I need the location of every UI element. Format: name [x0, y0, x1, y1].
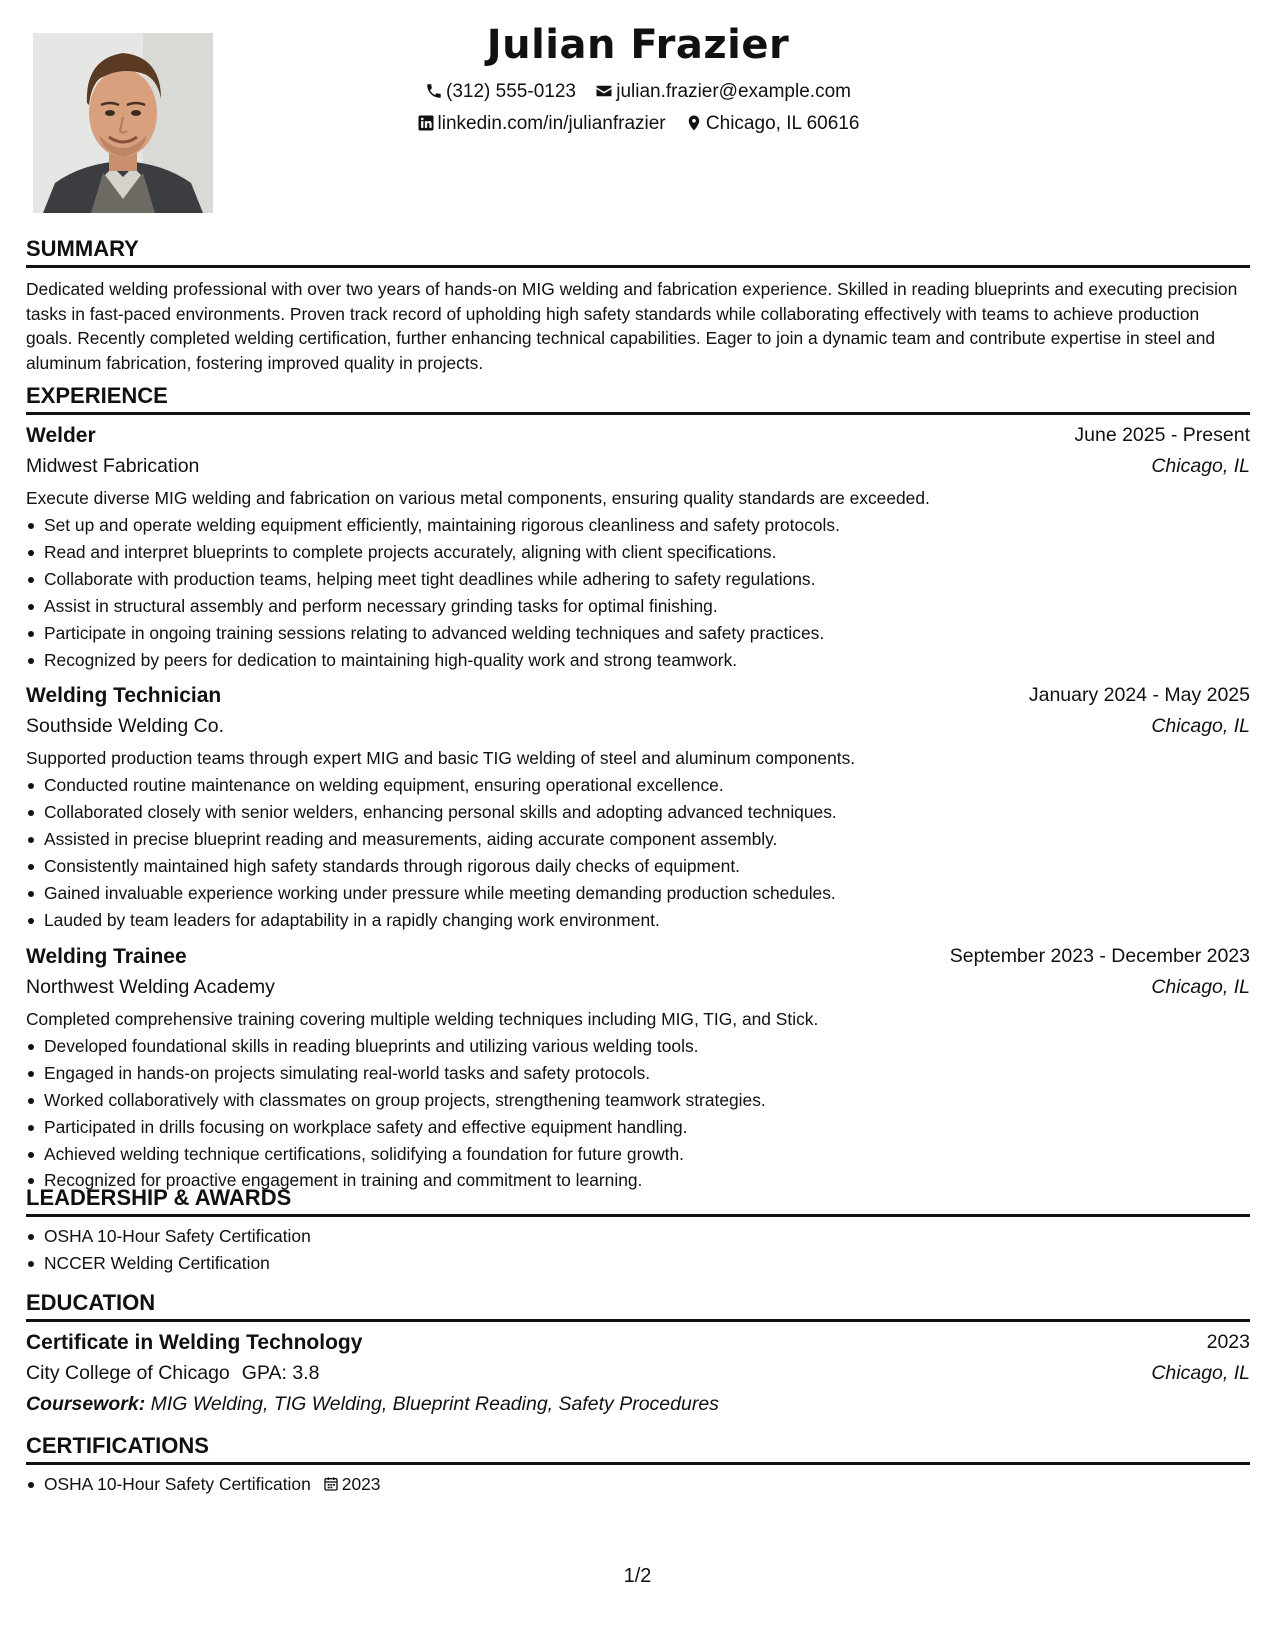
list-item: Assist in structural assembly and perform necessary grinding tasks for optimal finishing.: [26, 593, 1250, 620]
coursework-label: Coursework:: [26, 1393, 146, 1415]
phone-icon: [425, 82, 443, 100]
job-description: Completed comprehensive training covering multiple welding techniques including MIG, TIG, and Stick.: [26, 1008, 819, 1029]
list-item: Participate in ongoing training sessions relating to advanced welding techniques and safety practices.: [26, 620, 1250, 647]
job-title: Welder: [26, 424, 96, 447]
list-item: Conducted routine maintenance on welding equipment, ensuring operational excellence.: [26, 772, 1250, 799]
job-bullets: [26, 1033, 1250, 1194]
summary-text: Dedicated welding professional with over two years of hands-on MIG welding and fabrication experience. Skilled in reading blueprints and executing precision tasks in fast-paced environments. Proven track record of upholding high safety standards while collaborating effectively with teams to achieve production goals. Recently completed welding certification, further enhancing technical capabilities. Eager to join a dynamic team and contribute expertise in steel and aluminum fabrication, fostering improved quality in projects.: [26, 279, 1238, 373]
page-number: 1/2: [623, 1565, 652, 1587]
job-bullets: [26, 512, 1250, 673]
job-bullets: [26, 772, 1250, 933]
job-title: Welding Trainee: [26, 944, 187, 968]
list-item: Engaged in hands-on projects simulating real-world tasks and safety protocols.: [26, 1060, 1250, 1087]
contact-line-2: [26, 113, 1250, 135]
list-item: Developed foundational skills in reading blueprints and utilizing various welding tools.: [26, 1033, 1250, 1060]
section-divider: [26, 1462, 1250, 1465]
company-name: Midwest Fabrication: [26, 455, 200, 477]
envelope-icon: [595, 82, 613, 100]
certification-list: [26, 1471, 1250, 1498]
job-dates: September 2023 - December 2023: [949, 944, 1250, 967]
job-title: Welding Technician: [26, 684, 222, 708]
experience-section: [26, 382, 1250, 1194]
section-title: EDUCATION: [26, 1290, 156, 1315]
job-dates: January 2024 - May 2025: [1028, 684, 1250, 707]
section-title: CERTIFICATIONS: [26, 1433, 209, 1458]
location-contact: [685, 113, 860, 135]
gpa: GPA: 3.8: [241, 1362, 320, 1384]
job-description: Execute diverse MIG welding and fabrication on various metal components, ensuring quality standards are exceeded.: [26, 488, 930, 508]
list-item: Recognized by peers for dedication to maintaining high-quality work and strong teamwork.: [26, 647, 1250, 674]
phone-contact[interactable]: [425, 81, 576, 103]
section-title: SUMMARY: [26, 236, 139, 261]
experience-entry: [26, 680, 1250, 933]
contact-line-1: [26, 81, 1250, 103]
section-divider: [26, 265, 1250, 268]
job-dates: June 2025 - Present: [1074, 424, 1250, 446]
map-pin-icon: [685, 114, 703, 132]
email-text: julian.frazier@example.com: [616, 81, 851, 102]
list-item: Consistently maintained high safety standards through rigorous daily checks of equipment.: [26, 853, 1250, 880]
resume-page: [26, 0, 1250, 1650]
section-divider: [26, 412, 1250, 415]
section-title: EXPERIENCE: [26, 383, 168, 408]
list-item: Recognized for proactive engagement in training and commitment to learning.: [26, 1167, 1250, 1194]
list-item: NCCER Welding Certification: [26, 1250, 1250, 1277]
list-item: Achieved welding technique certifications, solidifying a foundation for future growth.: [26, 1141, 1250, 1168]
list-item: Read and interpret blueprints to complete projects accurately, aligning with client specifications.: [26, 539, 1250, 566]
linkedin-contact[interactable]: [417, 113, 666, 135]
list-item: Lauded by team leaders for adaptability in a rapidly changing work environment.: [26, 907, 1250, 934]
education-entry: [26, 1327, 1250, 1419]
list-item: Collaborated closely with senior welders, enhancing personal skills and adopting advanced techniques.: [26, 799, 1250, 826]
list-item: [26, 1471, 1250, 1498]
location-text: Chicago, IL 60616: [705, 113, 860, 134]
list-item: Participated in drills focusing on workplace safety and effective equipment handling.: [26, 1114, 1250, 1141]
job-location: Chicago, IL: [1151, 455, 1250, 477]
experience-entry: [26, 941, 1250, 1194]
list-item: OSHA 10-Hour Safety Certification: [26, 1223, 1250, 1250]
list-item: Set up and operate welding equipment efficiently, maintaining rigorous cleanliness and safety protocols.: [26, 512, 1250, 539]
list-item: Worked collaboratively with classmates on group projects, strengthening teamwork strategies.: [26, 1087, 1250, 1114]
section-divider: [26, 1319, 1250, 1322]
coursework: [26, 1389, 1250, 1419]
calendar-icon: [323, 1476, 339, 1492]
email-contact[interactable]: [595, 81, 851, 103]
list-item: Gained invaluable experience working under pressure while meeting demanding production schedules.: [26, 880, 1250, 907]
company-name: Northwest Welding Academy: [26, 975, 275, 998]
school-location: Chicago, IL: [1151, 1362, 1250, 1384]
experience-entry: [26, 420, 1250, 673]
award-list: [26, 1223, 1250, 1277]
job-location: Chicago, IL: [1151, 715, 1250, 738]
certifications-section: [26, 1432, 1250, 1498]
list-item: Assisted in precise blueprint reading and measurements, aiding accurate component assembly.: [26, 826, 1250, 853]
school-name: City College of Chicago: [26, 1362, 230, 1384]
education-section: [26, 1289, 1250, 1419]
certification-date: [323, 1471, 381, 1498]
leadership-section: [26, 1184, 1250, 1277]
graduation-year: 2023: [1206, 1331, 1250, 1353]
school-info: [26, 1358, 319, 1389]
company-name: Southside Welding Co.: [26, 715, 225, 738]
phone-text: (312) 555-0123: [446, 81, 576, 102]
linkedin-text: linkedin.com/in/julianfrazier: [437, 113, 666, 134]
certification-name: OSHA 10-Hour Safety Certification: [44, 1474, 311, 1494]
section-title: LEADERSHIP & AWARDS: [26, 1185, 292, 1210]
job-description: Supported production teams through expert MIG and basic TIG welding of steel and aluminum components.: [26, 748, 856, 769]
list-item: Collaborate with production teams, helping meet tight deadlines while adhering to safety regulations.: [26, 566, 1250, 593]
section-divider: [26, 1214, 1250, 1217]
certification-year: 2023: [341, 1474, 381, 1494]
linkedin-icon: [417, 114, 435, 132]
degree-title: Certificate in Welding Technology: [26, 1331, 363, 1354]
summary-section: [26, 235, 1250, 375]
job-location: Chicago, IL: [1151, 975, 1250, 998]
coursework-list: MIG Welding, TIG Welding, Blueprint Reading, Safety Procedures: [150, 1393, 719, 1415]
candidate-name: Julian Frazier: [486, 22, 790, 68]
